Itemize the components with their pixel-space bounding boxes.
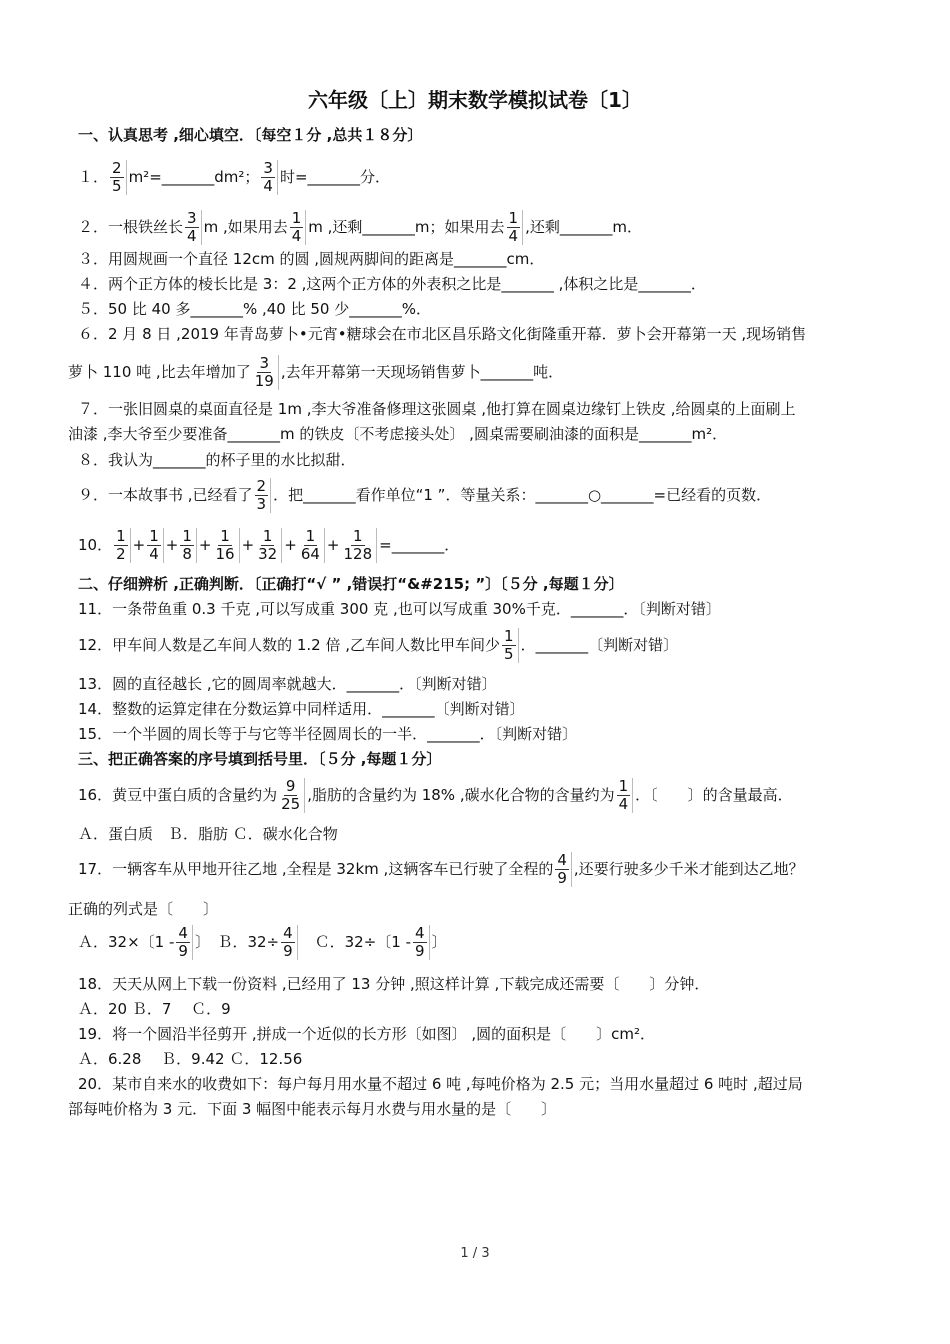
fraction: $\frac{1}{32}$ <box>256 528 282 563</box>
question-16: 16．黄豆中蛋白质的含量约为 $\frac{9}{25}$ ,脂肪的含量约为 18% ,碳水化合物的含量约为 $\frac{1}{4}$ ．〔 〕的含量最高． <box>78 777 793 813</box>
fraction: $\frac{3}{4}$ <box>185 210 202 245</box>
fraction: $\frac{4}{9}$ <box>281 925 298 960</box>
fraction: $\frac{1}{64}$ <box>299 528 325 563</box>
question-17: 17．一辆客车从甲地开往乙地 ,全程是 32km ,这辆客车已行驶了全程的 $\frac{4}{9}$ ,还要行驶多少千米才能到达乙地？ <box>78 851 804 887</box>
question-1: １． $\frac{2}{5}$ m²=_______dm²； $\frac{3}{4}$ 时=_______分． <box>78 159 391 195</box>
question-4: ４．两个正方体的棱长比是 3：2 ,这两个正方体的外表积之比是_______ ,体积之比是_______． <box>78 275 706 293</box>
fraction: $\frac{1}{16}$ <box>213 528 239 563</box>
fraction: $\frac{9}{25}$ <box>279 778 305 813</box>
question-20-line-1: 20．某市自来水的收费如下：每户每月用水量不超过 6 吨 ,每吨价格为 2.5 元；当用水量超过 6 吨时 ,超过局 <box>78 1075 803 1093</box>
fraction: $\frac{1}{8}$ <box>180 528 197 563</box>
question-15: 15．一个半圆的周长等于与它等半径圆周长的一半．_______．〔判断对错〕 <box>78 725 578 743</box>
question-3: ３．用圆规画一个直径 12cm 的圆 ,圆规两脚间的距离是_______cm． <box>78 250 545 268</box>
question-19: 19．将一个圆沿半径剪开 ,拼成一个近似的长方形〔如图〕 ,圆的面积是〔 〕cm²． <box>78 1025 656 1043</box>
question-18: 18．天天从网上下载一份资料 ,已经用了 13 分钟 ,照这样计算 ,下载完成还需要〔 〕分钟． <box>78 975 710 993</box>
fraction: $\frac{1}{4}$ <box>617 778 634 813</box>
fraction: $\frac{4}{9}$ <box>555 852 572 887</box>
section-2-heading: 二、仔细辨析 ,正确判断．〔正确打“√ ” ,错误打“&#215; ”〕〔５分 ,每题１分〕 <box>78 575 624 593</box>
fraction: $\frac{2}{3}$ <box>255 478 272 513</box>
fraction: $\frac{1}{4}$ <box>147 528 164 563</box>
page-title: 六年级〔上〕期末数学模拟试卷〔1〕 <box>308 88 642 112</box>
question-18-options: Ａ．20 Ｂ．7 Ｃ．9 <box>78 1000 231 1018</box>
question-6-line-1: ６．2 月 8 日 ,2019 年青岛萝卜•元宵•糖球会在市北区昌乐路文化街隆重开幕．萝卜会开幕第一天 ,现场销售 <box>78 325 807 343</box>
question-20-line-2: 部每吨价格为 3 元．下面 3 幅图中能表示每月水费与用水量的是〔 〕 <box>68 1100 557 1118</box>
fraction: $\frac{1}{4}$ <box>290 210 307 245</box>
fraction: $\frac{1}{128}$ <box>341 528 377 563</box>
question-12: 12．甲车间人数是乙车间人数的 1.2 倍 ,乙车间人数比甲车间少 $\frac{1}{5}$ ．_______〔判断对错〕 <box>78 627 679 663</box>
question-5: ５．50 比 40 多_______% ,40 比 50 少_______%． <box>78 300 431 318</box>
question-7-line-2: 油漆 ,李大爷至少要准备_______m 的铁皮〔不考虑接头处〕 ,圆桌需要刷油漆的面积是_______m²． <box>68 425 728 443</box>
question-2: ２．一根铁丝长 $\frac{3}{4}$ m ,如果用去 $\frac{1}{4}$ m ,还剩_______m；如果用去 $\frac{1}{4}$ ,还剩_______m． <box>78 209 642 245</box>
question-19-options: Ａ．6.28 Ｂ．9.42 Ｃ．12.56 <box>78 1050 303 1068</box>
question-17-options: Ａ．32×〔1 - $\frac{4}{9}$ 〕 Ｂ．32÷ $\frac{4}{9}$ Ｃ．32÷〔1 - $\frac{4}{9}$ 〕 <box>78 924 447 960</box>
fraction: $\frac{4}{9}$ <box>413 925 430 960</box>
fraction: $\frac{1}{2}$ <box>114 528 131 563</box>
question-13: 13．圆的直径越长 ,它的圆周率就越大．_______．〔判断对错〕 <box>78 675 497 693</box>
fraction: $\frac{3}{4}$ <box>261 160 278 195</box>
fraction: $\frac{2}{5}$ <box>110 160 127 195</box>
question-16-options: Ａ．蛋白质 Ｂ．脂肪 Ｃ．碳水化合物 <box>78 825 338 843</box>
section-1-heading: 一、认真思考 ,细心填空．〔每空１分 ,总共１８分〕 <box>78 126 423 144</box>
fraction: $\frac{1}{4}$ <box>507 210 524 245</box>
question-7-line-1: ７．一张旧圆桌的桌面直径是 1m ,李大爷准备修理这张圆桌 ,他打算在圆桌边缘钉上铁皮 ,给圆桌的上面刷上 <box>78 400 796 418</box>
question-9: ９．一本故事书 ,已经看了 $\frac{2}{3}$ ．把_______看作单位“1 ”．等量关系：_______○_______=已经看的页数． <box>78 477 772 513</box>
page-number: 1 / 3 <box>460 1246 490 1261</box>
fraction: $\frac{3}{19}$ <box>253 355 279 390</box>
question-14: 14．整数的运算定律在分数运算中同样适用．_______〔判断对错〕 <box>78 700 525 718</box>
section-3-heading: 三、把正确答案的序号填到括号里．〔５分 ,每题１分〕 <box>78 750 442 768</box>
question-8: ８．我认为_______的杯子里的水比拟甜． <box>78 451 356 469</box>
fraction: $\frac{1}{5}$ <box>502 628 519 663</box>
question-6-line-2: 萝卜 110 吨 ,比去年增加了 $\frac{3}{19}$ ,去年开幕第一天现场销售萝卜_______吨． <box>68 354 564 390</box>
question-11: 11．一条带鱼重 0.3 千克 ,可以写成重 300 克 ,也可以写成重 30%千克．_______．〔判断对错〕 <box>78 600 721 618</box>
question-10: 10． $\frac{1}{2}$ + $\frac{1}{4}$ + $\frac{1}{8}$ + $\frac{1}{16}$ + $\frac{1}{32}$ + $\frac{1}{64}$ + $\frac{1}{128}$ =_______． <box>78 527 460 563</box>
fraction: $\frac{4}{9}$ <box>176 925 193 960</box>
question-17-prompt: 正确的列式是〔 〕 <box>68 900 219 918</box>
